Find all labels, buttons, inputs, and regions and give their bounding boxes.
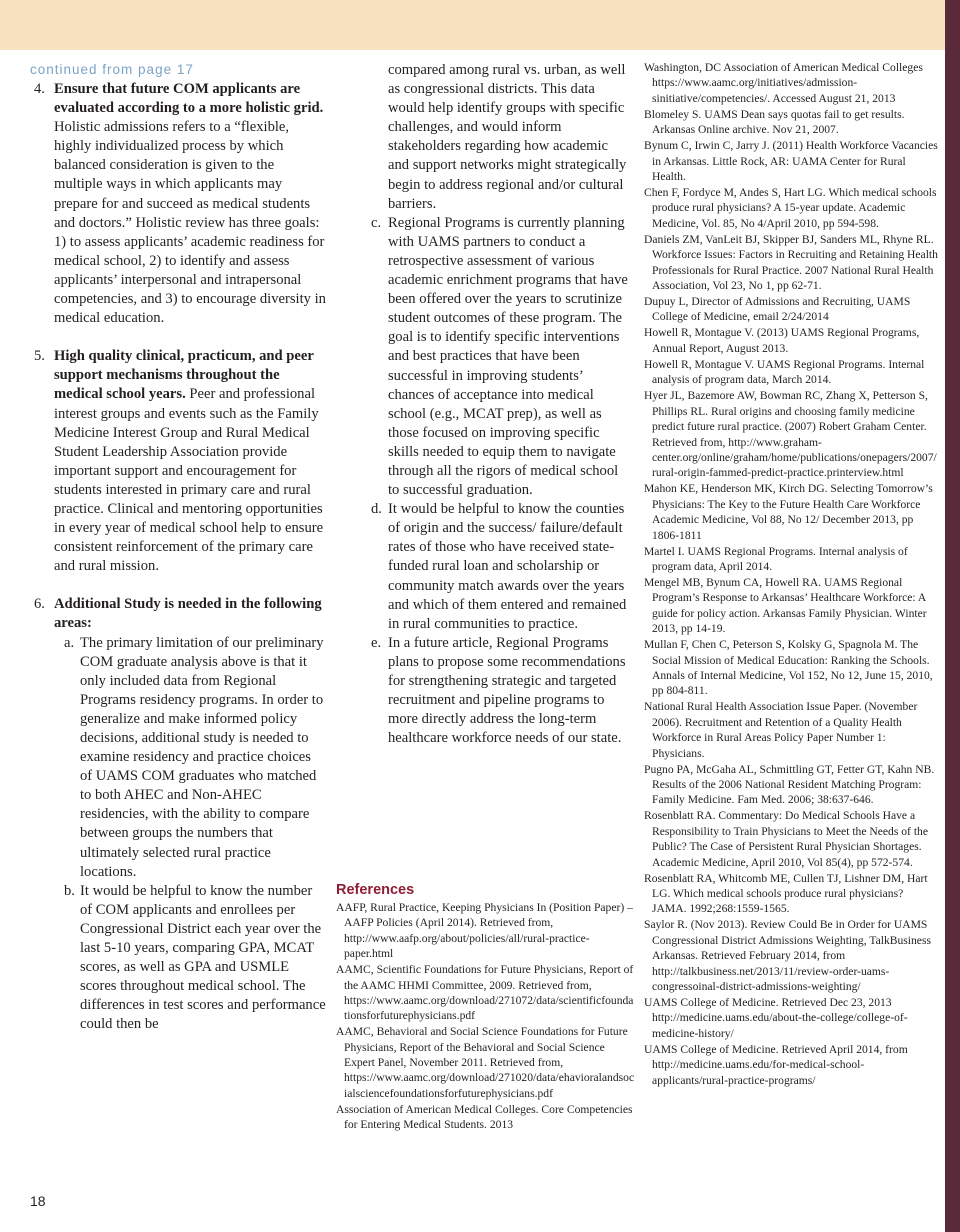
continued-label: continued from page 17 [30,62,194,77]
reference-entry: AAFP, Rural Practice, Keeping Physicians In (Position Paper) – AAFP Policies (April 2014). Retrieved from, http://www.aafp.org/about/policies/all/rural-practice-paper.html [336,901,633,961]
item-heading: High quality clinical, practicum, and peer support mechanisms throughout the medical school years. [54,348,314,403]
reference-entry: Dupuy L, Director of Admissions and Recruiting, UAMS College of Medicine, email 2/24/2014 [644,295,911,324]
sub-item-text: It would be helpful to know the number of COM applicants and enrollees per Congressional District each year over the last 5-10 years, comparing GPA, MCAT scores, as well as GPA and USMLE scores throughout medical school. The differences in test scores and performance could then be [80,882,326,1033]
reference-entry: Howell R, Montague V. UAMS Regional Programs. Internal analysis of program data, March 2014. [644,357,925,387]
reference-entry: Saylor R. (Nov 2013). Review Could Be in Order for UAMS Congressional District Admissions Weighting, TalkBusiness Arkansas. Retrieved February 2014, from http://talkbusiness.net/2013/11/review-order-uams-congressoinal-district-admissions-weighting/ [644,918,931,994]
continued-paragraph: compared among rural vs. urban, as well as congressional districts. This data would help identify groups with specific challenges, and would inform stakeholders regarding how academic and support networks might strategically begin to address regional and/or cultural barriers. [388,62,627,212]
column-left [34,80,326,1035]
reference-entry: Mahon KE, Henderson MK, Kirch DG. Selecting Tomorrow’s Physicians: The Key to the Future Health Care Workforce Academic Medicine, Vol 88, No 12/ December 2013, pp 1806-1811 [644,482,933,542]
reference-entry: Howell R, Montague V. (2013) UAMS Regional Programs, Annual Report, August 2013. [644,326,920,355]
reference-entry: Daniels ZM, VanLeit BJ, Skipper BJ, Sanders ML, Rhyne RL. Workforce Issues: Factors in Recruiting and Retaining Health Professionals for Rural Practice. 2007 National Rural Health Association, Vol 23, No 1, pp 62-71. [644,232,938,293]
item-number: 5. [34,348,45,365]
references-section [336,882,636,1133]
item-number: 4. [34,81,45,97]
reference-entry: Bynum C, Irwin C, Jarry J. (2011) Health Workforce Vacancies in Arkansas. Little Rock, AR: UAMA Center for Rural Health. [644,139,938,184]
reference-entry: AAMC, Behavioral and Social Science Foundations for Future Physicians, Report of the Behavioral and Social Science Expert Panel, November 2011. Retrieved from, https://www.aamc.org/download/271020/data/ehavioralandsocialsciencefoundationsforfuturephysicians.pdf [336,1025,635,1100]
page-number: 18 [30,1193,46,1209]
item-heading: Ensure that future COM applicants are evaluated according to a more holistic grid. [54,81,324,117]
sub-item-text: The primary limitation of our preliminary COM graduate analysis above is that it only included data from Regional Programs residency programs. In order to generalize and make informed policy decisions, additional study is needed to examine residency and practice choices of UAMS COM graduates who matched to both AHEC and Non-AHEC residencies, with the ability to compare between groups the numbers that ultimately selected rural practice locations. [80,634,324,880]
sub-item-letter: b. [64,882,75,899]
column-middle [366,61,628,748]
item-text: Peer and professional interest groups and events such as the Family Medicine Interest Group and Rural Medical Student Leadership Association provide important support and encouragement for students interested in primary care and rural practice. Clinical and mentoring opportunities in every year of medical school help to ensure consistent reinforcement of the primary care and rural mission. [54,386,324,575]
reference-entry: Blomeley S. UAMS Dean says quotas fail to get results. Arkansas Online archive. Nov 21, 2007. [644,107,905,137]
list-item-5 [34,347,326,576]
reference-list-middle [336,900,636,1133]
reference-entry: Pugno PA, McGaha AL, Schmittling GT, Fetter GT, Kahn NB. Results of the 2006 National Resident Matching Program: Family Medicine. Fam Med. 2006; 38:637-646. [644,762,935,807]
sub-item-text: In a future article, Regional Programs plans to propose some recommendations for strengthening strategic and targeted recruitment and pipeline programs to more directly address the long-term healthcare workforce needs of our state. [388,634,626,747]
sub-item-c [366,214,628,500]
item-text: Holistic admissions refers to a “flexible, highly individualized process by which balanced consideration is given to the multiple ways in which applicants may prepare for and succeed as medical students and doctors.” Holistic review has three goals: 1) to assess applicants’ academic readiness for medical school, 2) to identify and assess applicants’ interpersonal and intrapersonal competencies, and 3) to encourage diversity in medical education. [54,119,326,327]
reference-entry: Rosenblatt RA. Commentary: Do Medical Schools Have a Responsibility to Train Physicians to Meet the Needs of the Public? The Case of Persistent Rural Physician Shortages. Academic Medicine, April 2010, Vol 85(4), pp 572-574. [644,809,928,869]
reference-entry: UAMS College of Medicine. Retrieved April 2014, from http://medicine.uams.edu/for-medical-school-applicants/rural-practice-programs/ [644,1042,908,1087]
reference-entry: Mullan F, Chen C, Peterson S, Kolsky G, Spagnola M. The Social Mission of Medical Education: Ranking the Schools. Annals of Internal Medicine, Vol 152, No 12, June 15, 2010, pp 804-811. [644,638,933,698]
sub-item-letter: e. [371,634,382,651]
sub-item-text: Regional Programs is currently planning with UAMS partners to conduct a retrospective assessment of various academic enrichment programs that have been offered over the years to scrutinize student outcomes of these program. The goal is to identify specific interventions and best practices that have been successful in improving students’ chances of acceptance into medical school (e.g., MCAT prep), as well as those focused on improving specific skills needed to equip them to navigate through all the rigors of medical school to successful graduation. [388,214,628,499]
reference-list-right [644,60,940,1089]
sub-item-a [34,634,326,882]
reference-entry: Chen F, Fordyce M, Andes S, Hart LG. Which medical schools produce rural physicians? A 15-year update. Academic Medicine, Vol. 85, No 4/April 2010, pp 594-598. [644,186,937,230]
reference-entry: UAMS College of Medicine. Retrieved Dec 23, 2013 http://medicine.uams.edu/about-the-college/college-of-medicine-history/ [644,996,908,1040]
sub-item-b [34,882,326,1035]
reference-entry: Association of American Medical Colleges. Core Competencies for Entering Medical Students. 2013 [336,1102,633,1132]
reference-entry: Washington, DC Association of American Medical Colleges https://www.aamc.org/initiatives/admission-sinitiative/competencies/. Accessed August 21, 2013 [644,61,923,105]
reference-entry: AAMC, Scientific Foundations for Future Physicians, Report of the AAMC HHMI Committee, 2009. Retrieved from, https://www.aamc.org/download/271072/data/scientificfoundationsforfuturephysicians.pdf [336,963,634,1023]
top-color-band [0,0,945,50]
sub-item-e [366,634,628,749]
reference-entry: Mengel MB, Bynum CA, Howell RA. UAMS Regional Program’s Response to Arkansas’ Healthcare Workforce: A guide for policy action. Arkansas Family Physician. Winter 2013, pp 14-19. [644,575,927,636]
sub-item-letter: a. [64,634,75,651]
sub-item-d [366,500,628,634]
sub-item-letter: c. [371,214,382,231]
reference-entry: National Rural Health Association Issue Paper. (November 2006). Recruitment and Retention of a Quality Health Workforce in Rural Areas Policy Paper Number 1: Physicians. [644,700,918,760]
right-edge-strip [945,0,960,1232]
reference-entry: Rosenblatt RA, Whitcomb ME, Cullen TJ, Lishner DM, Hart LG. Which medical schools produce rural physicians? JAMA. 1992;268:1559-1565. [644,871,928,916]
references-heading: References [336,882,415,898]
sub-item-text: It would be helpful to know the counties of origin and the success/ failure/default rates of those who have received state-funded rural loan and scholarship or community match awards over the years and which of them entered and remained in rural communities to practice. [388,501,627,632]
list-item-4 [34,80,326,328]
list-item-6 [34,595,326,633]
item-number: 6. [34,596,45,613]
reference-entry: Hyer JL, Bazemore AW, Bowman RC, Zhang X, Petterson S, Phillips RL. Rural origins and choosing family medicine predict future rural practice. (2007) Robert Graham Center. Retrieved from, http://www.graham-center.org/online/graham/home/publications/onepagers/2007/rural-origin-fammed-predict-practice.printerview.html [644,389,937,480]
sub-item-letter: d. [371,501,382,518]
reference-entry: Martel I. UAMS Regional Programs. Internal analysis of program data, April 2014. [644,544,908,573]
item-heading: Additional Study is needed in the following areas: [54,596,322,632]
